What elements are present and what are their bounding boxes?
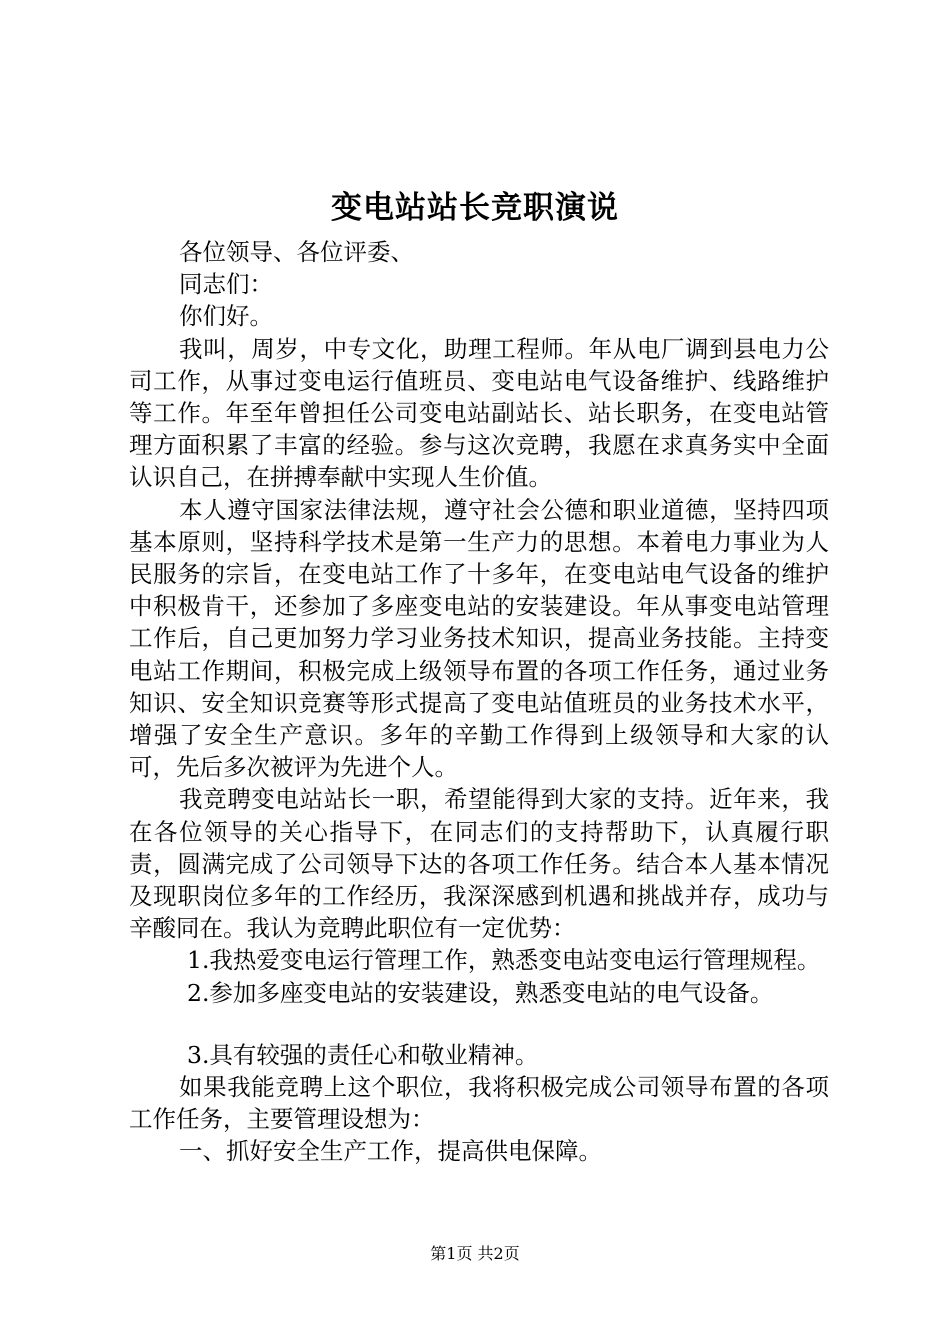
- experience-paragraph: 本人遵守国家法律法规，遵守社会公德和职业道德，坚持四项基本原则，坚持科学技术是第一生产力的思想。本着电力事业为人民服务的宗旨，在变电站工作了十多年，在变电站电气设备的维护中积极肯干，还参加了多座变电站的安装建设。年从事变电站管理工作后，自己更加努力学习业务技术知识，提高业务技能。主持变电站工作期间，积极完成上级领导布置的各项工作任务，通过业务知识、安全知识竞赛等形式提高了变电站值班员的业务技术水平，增强了安全生产意识。多年的辛勤工作得到上级领导和大家的认可，先后多次被评为先进个人。: [129, 495, 829, 782]
- plan-intro-paragraph: 如果我能竞聘上这个职位，我将积极完成公司领导布置的各项工作任务，主要管理设想为：: [129, 1073, 829, 1134]
- advantage-item-1: 1.我热爱变电运行管理工作，熟悉变电站变电运行管理规程。: [187, 946, 821, 975]
- document-title: 变电站站长竞职演说: [331, 190, 619, 226]
- advantage-item-3: 3.具有较强的责任心和敬业精神。: [187, 1040, 539, 1069]
- plan-item-1: 一、抓好安全生产工作，提高供电保障。: [179, 1137, 602, 1166]
- intro-paragraph: 我叫，周岁，中专文化，助理工程师。年从电厂调到县电力公司工作，从事过变电运行值班员、变电站电气设备维护、线路维护等工作。年至年曾担任公司变电站副站长、站长职务，在变电站管理方面积累了丰富的经验。参与这次竞聘，我愿在求真务实中全面认识自己，在拼搏奉献中实现人生价值。: [129, 334, 829, 492]
- page-footer: 第1页 共2页: [430, 1244, 520, 1263]
- greeting-line-1: 各位领导、各位评委、: [179, 238, 414, 266]
- document-body: [129, 236, 829, 1168]
- advantage-item-2: 2.参加多座变电站的安装建设，熟悉变电站的电气设备。: [187, 978, 774, 1007]
- motivation-paragraph: 我竞聘变电站站长一职，希望能得到大家的支持。近年来，我在各位领导的关心指导下，在同志们的支持帮助下，认真履行职责，圆满完成了公司领导下达的各项工作任务。结合本人基本情况及现职岗位多年的工作经历，我深深感到机遇和挑战并存，成功与辛酸同在。我认为竞聘此职位有一定优势：: [129, 785, 829, 943]
- greeting-line-2: 同志们：: [179, 270, 273, 299]
- greeting-line-3: 你们好。: [179, 302, 273, 331]
